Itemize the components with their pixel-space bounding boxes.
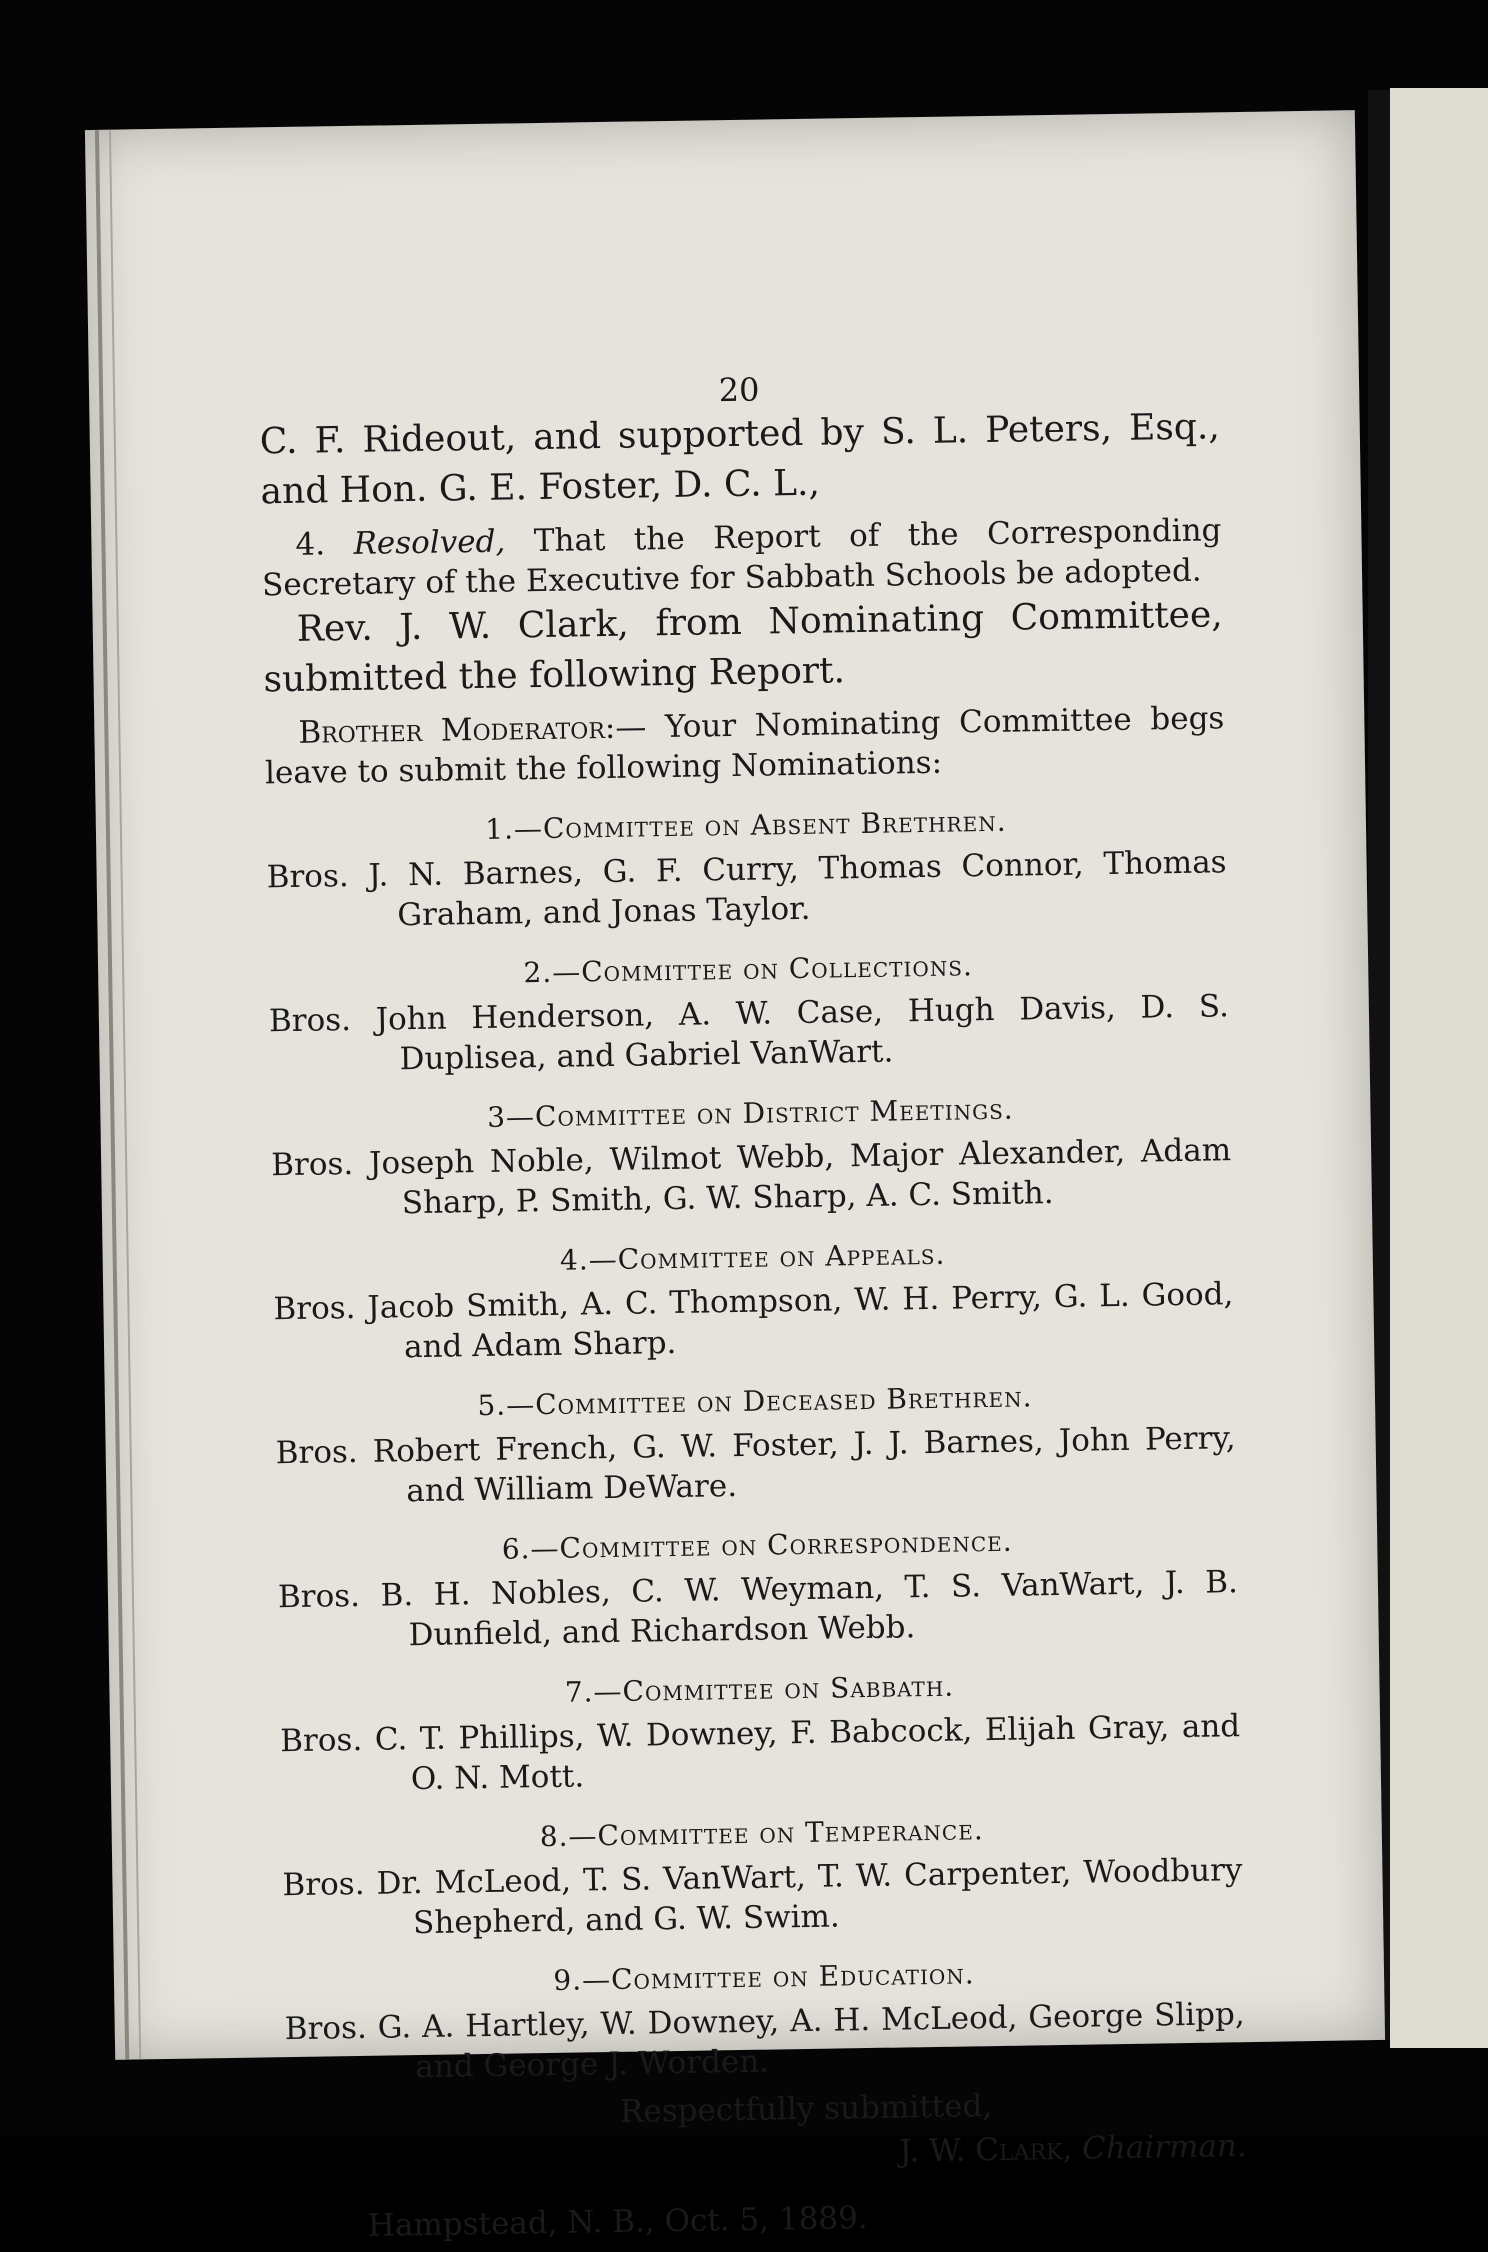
committee-item: [270, 1088, 1232, 1225]
committee-item: [268, 944, 1230, 1081]
resolution-paragraph: [261, 510, 1222, 605]
committee-item: [279, 1664, 1241, 1801]
committee-heading: 2.—Committee on Collections.: [523, 949, 974, 990]
address-paragraph: [264, 698, 1225, 793]
committee-heading: 7.—Committee on Sabbath.: [564, 1669, 955, 1709]
place-and-date: Hampstead, N. B., Oct. 5, 1889.: [367, 2200, 868, 2244]
facing-page-edge: [1390, 88, 1488, 2048]
committee-item: [282, 1808, 1244, 1945]
committee-heading: 6.—Committee on Correspondence.: [501, 1524, 1013, 1566]
committee-members: Bros. Robert French, G. W. Foster, J. J. Barnes, John Perry, and William DeWare.: [275, 1420, 1236, 1510]
committee-heading: 8.—Committee on Temperance.: [539, 1813, 984, 1854]
respectfully-submitted: Respectfully submitted,: [619, 2088, 993, 2130]
resolution-number: 4.: [295, 526, 326, 563]
committee-item: [284, 1952, 1246, 2089]
committee-item: [277, 1520, 1239, 1657]
committee-members: Bros. J. N. Barnes, G. F. Curry, Thomas Connor, Thomas Graham, and Jonas Taylor.: [266, 844, 1227, 934]
committee-members: Bros. Jacob Smith, A. C. Thompson, W. H. Perry, G. L. Good, and Adam Sharp.: [273, 1276, 1234, 1366]
committee-members: Bros. G. A. Hartley, W. Downey, A. H. McLeod, George Slipp, and George J. Worden.: [284, 1996, 1245, 2086]
committee-members: Bros. John Henderson, A. W. Case, Hugh Davis, D. S. Duplisea, and Gabriel VanWart.: [268, 988, 1230, 1078]
signer-title: Chairman.: [1081, 2128, 1248, 2167]
resolution-text: That the Report of the Corresponding Secretary of the Executive for Sabbath Schools be adopted.: [261, 512, 1222, 604]
committee-members: Bros. Dr. McLeod, T. S. VanWart, T. W. Carpenter, Woodbury Shepherd, and G. W. Swim.: [282, 1852, 1243, 1942]
committee-heading: 1.—Committee on Absent Brethren.: [485, 804, 1007, 846]
nominating-intro: Rev. J. W. Clark, from Nominating Committee, submitted the following Report.: [263, 594, 1223, 701]
address-salutation: Brother Moderator:: [298, 709, 616, 751]
book-page: [85, 110, 1385, 2244]
page-number: 20: [718, 370, 760, 410]
committee-heading: 4.—Committee on Appeals.: [559, 1237, 946, 1277]
committee-heading: 5.—Committee on Deceased Brethren.: [477, 1380, 1033, 1423]
opening-paragraph: C. F. Rideout, and supported by S. L. Peters, Esq., and Hon. G. E. Foster, D. C. L.,: [259, 406, 1221, 513]
committee-item: [266, 800, 1228, 937]
resolution-word: Resolved,: [353, 523, 506, 562]
committee-heading: 3—Committee on District Meetings.: [486, 1092, 1014, 1134]
committee-item: [272, 1232, 1234, 1369]
page-content: [256, 152, 1249, 2249]
committee-members: Bros. B. H. Nobles, C. W. Weyman, T. S. VanWart, J. B. Dunfield, and Richardson Webb.: [277, 1564, 1239, 1654]
committee-list: [266, 800, 1246, 2089]
committee-heading: 9.—Committee on Education.: [553, 1957, 975, 1997]
address-text: — Your Nominating Committee begs leave to submit the following Nominations:: [264, 700, 1225, 792]
committee-members: Bros. Joseph Noble, Wilmot Webb, Major Alexander, Adam Sharp, P. Smith, G. W. Sharp, A. C. Smith.: [270, 1132, 1232, 1222]
committee-item: [275, 1376, 1237, 1513]
committee-members: Bros. C. T. Phillips, W. Downey, F. Babcock, Elijah Gray, and O. N. Mott.: [279, 1708, 1241, 1798]
signature-block: [286, 2080, 1247, 2183]
signer-name: J. W. Clark,: [899, 2130, 1073, 2170]
